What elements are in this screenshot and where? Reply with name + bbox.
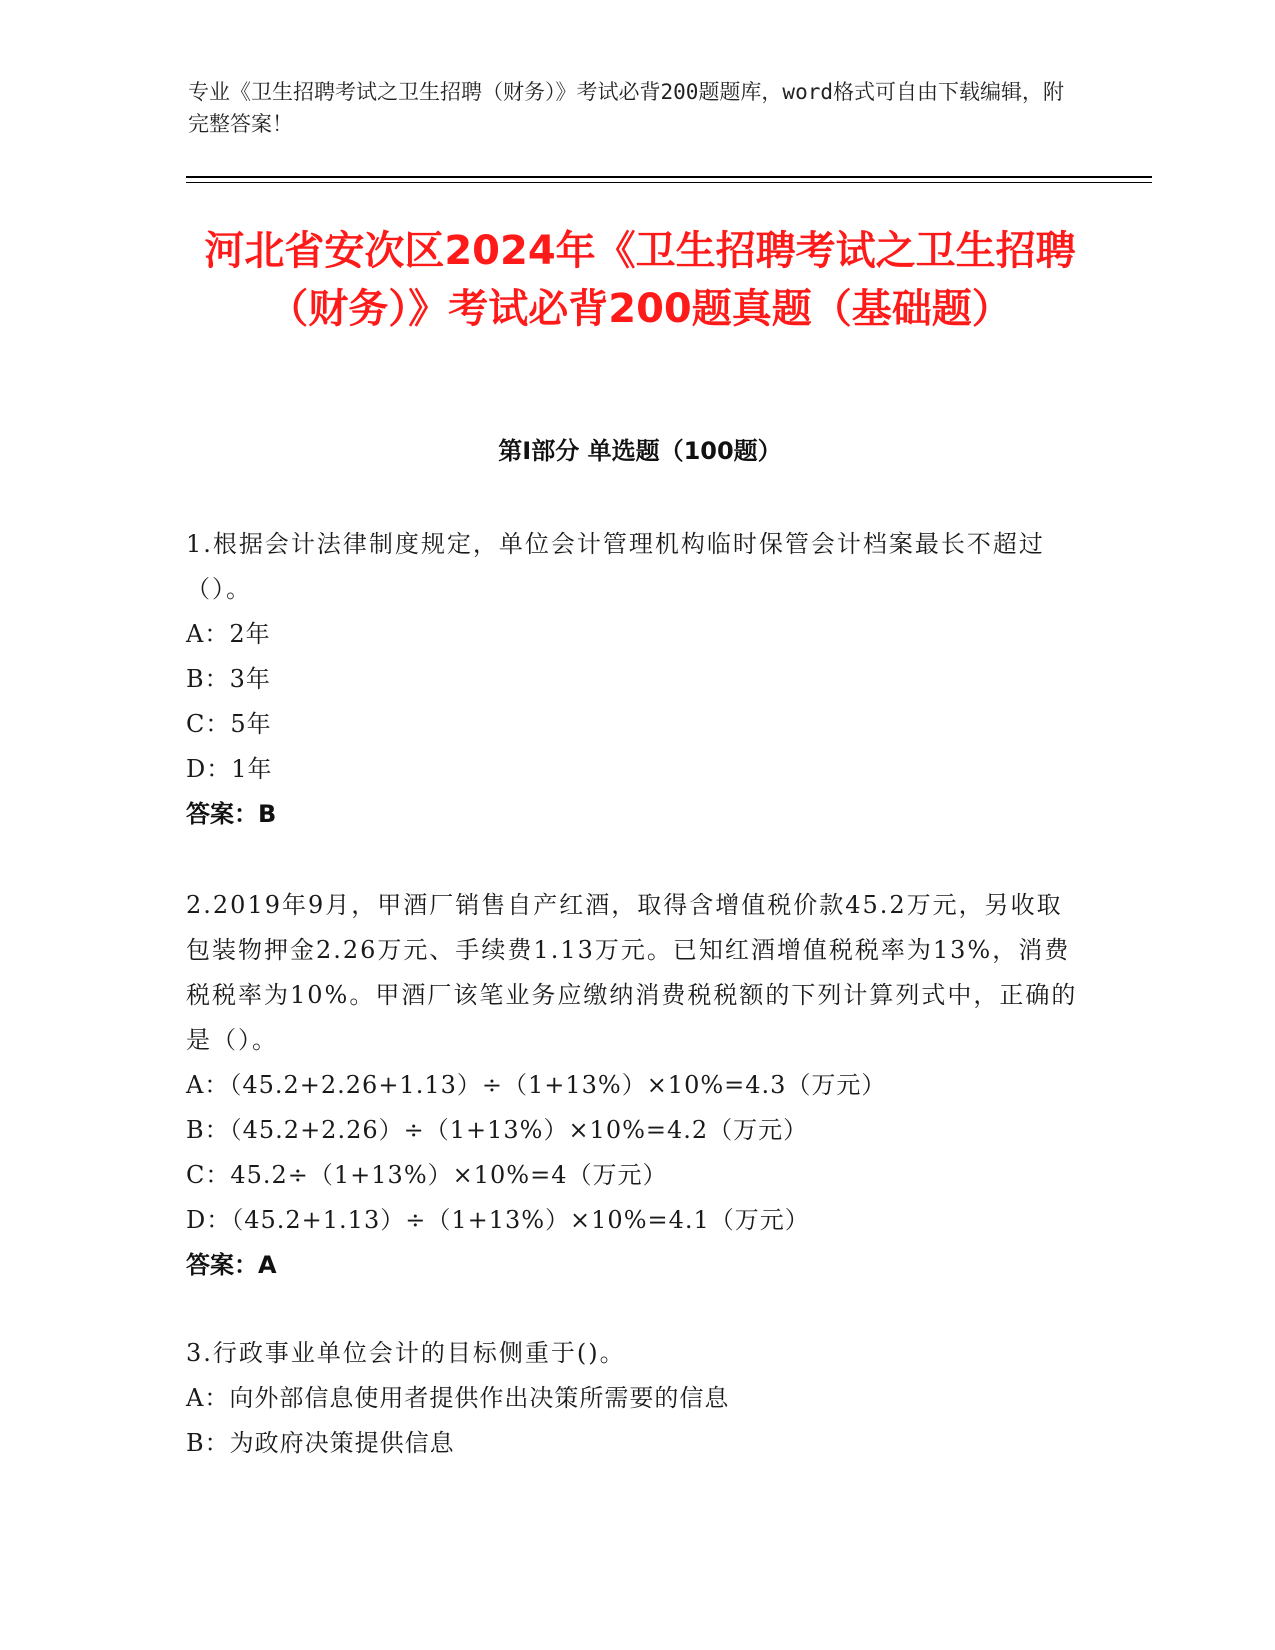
option-a: A：（45.2+2.26+1.13）÷（1+13%）×10%=4.3（万元） xyxy=(186,1071,887,1099)
question-2 xyxy=(186,883,1086,1288)
option-c: C：5年 xyxy=(186,710,272,738)
option-a: A：向外部信息使用者提供作出决策所需要的信息 xyxy=(186,1384,730,1412)
option-c: C：45.2÷（1+13%）×10%=4（万元） xyxy=(186,1161,668,1189)
option-a: A：2年 xyxy=(186,620,271,648)
option-d: D：1年 xyxy=(186,755,273,783)
header-divider-thin xyxy=(186,182,1152,183)
document-title: 河北省安次区2024年《卫生招聘考试之卫生招聘（财务）》考试必背200题真题（基础题） xyxy=(204,228,1076,332)
question-text: 3.行政事业单位会计的目标侧重于()。 xyxy=(186,1339,626,1367)
section-title: 第I部分 单选题（100题） xyxy=(498,437,782,465)
answer-label: 答案：B xyxy=(186,800,277,828)
option-b: B：为政府决策提供信息 xyxy=(186,1429,455,1457)
question-1 xyxy=(186,522,1086,837)
question-3 xyxy=(186,1331,1086,1466)
option-b: B：（45.2+2.26）÷（1+13%）×10%=4.2（万元） xyxy=(186,1116,809,1144)
option-b: B：3年 xyxy=(186,665,271,693)
answer-label: 答案：A xyxy=(186,1251,277,1279)
question-text: 1.根据会计法律制度规定，单位会计管理机构临时保管会计档案最长不超过（）。 xyxy=(186,530,1045,603)
option-d: D：（45.2+1.13）÷（1+13%）×10%=4.1（万元） xyxy=(186,1206,810,1234)
header-note: 专业《卫生招聘考试之卫生招聘（财务）》考试必背200题题库，word格式可自由下载编辑，附完整答案！ xyxy=(188,80,1064,136)
question-text: 2.2019年9月，甲酒厂销售自产红酒，取得含增值税价款45.2万元，另收取包装物押金2.26万元、手续费1.13万元。已知红酒增值税税率为13%，消费税税率为10%。甲酒厂该笔业务应缴纳消费税税额的下列计算列式中，正确的是（）。 xyxy=(186,891,1078,1054)
header-divider-thick xyxy=(186,176,1152,178)
